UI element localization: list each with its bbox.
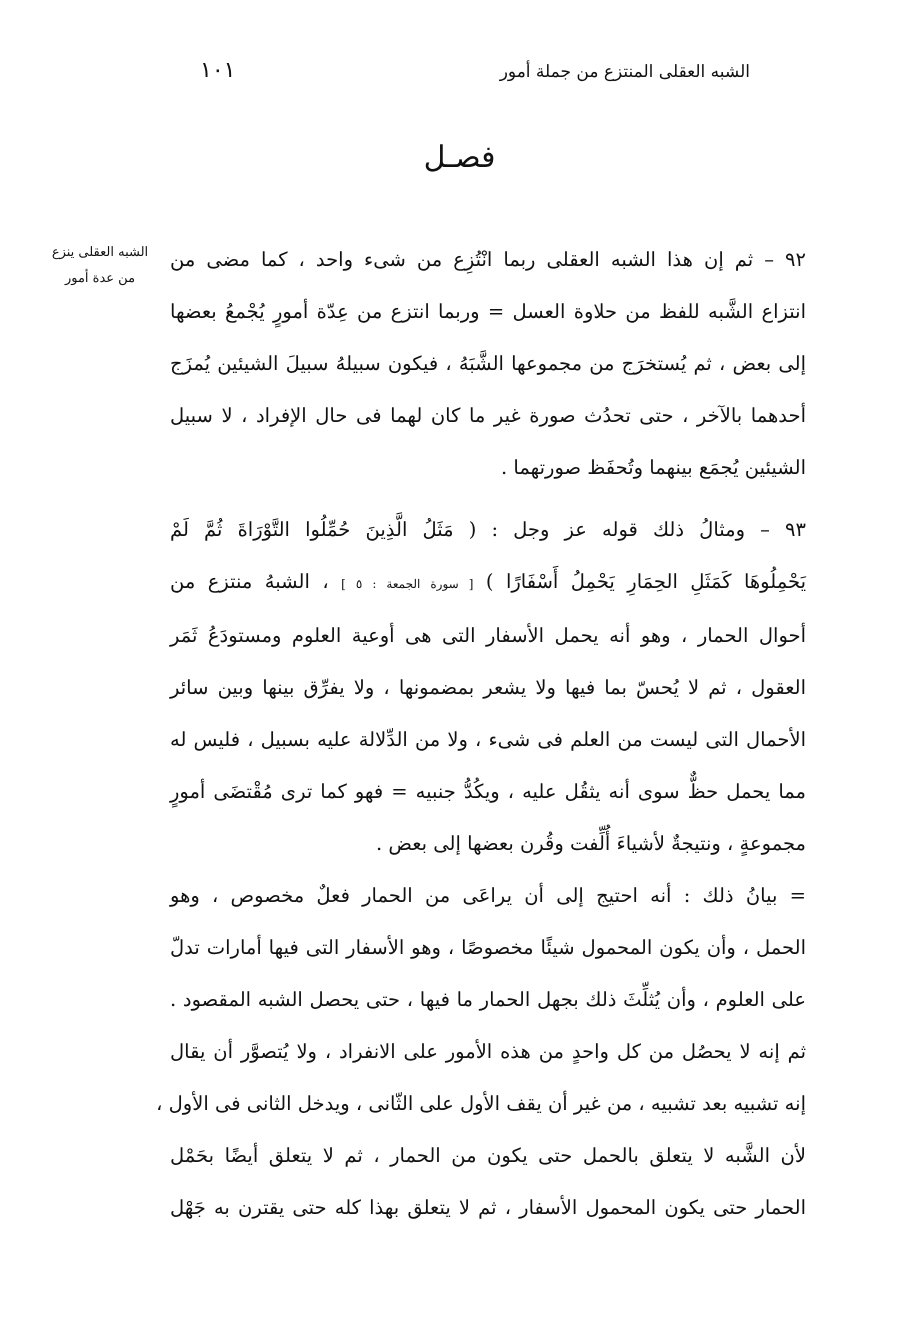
section-title: فصـل (423, 140, 496, 175)
text-line: مجموعةٍ ، ونتيجةٌ لأشياءَ أُلِّفت وقُرن بعضها إلى بعض . (375, 832, 806, 855)
text-line: انتزاع الشَّبه للفظ من حلاوة العسل = وربما انتزع من عِدّة أمورٍ يُجْمعُ بعضها (170, 300, 806, 323)
text-line: الأحمال التى ليست من العلم فى شىء ، ولا من الدِّلالة عليه بسبيل ، فليس له (170, 728, 806, 751)
text-line: إلى بعض ، ثم يُستخرَج من مجموعها الشَّبَهُ ، فيكون سبيلهُ سبيلَ الشيئين يُمزَج (170, 352, 806, 375)
margin-note-line: الشبه العقلى ينزع (51, 245, 149, 260)
text-line (170, 556, 806, 610)
paragraph-92 (170, 234, 806, 494)
text-line: لأن الشَّبه لا يتعلق بالحمل حتى يكون من الحمار ، ثم لا يتعلق أيضًا بحَمْل (170, 1144, 806, 1167)
text-line: ٩٣ – ومثالُ ذلك قوله عز وجل : ( مَثَلُ الَّذِينَ حُمِّلُوا التَّوْرَاةَ ثُمَّ لَمْ (170, 518, 806, 541)
text-fragment: ، الشبهُ منتزع من (170, 570, 329, 593)
text-line: مما يحمل حظٌّ سوى أنه يثقُل عليه ، ويكُدُّ جنبيه = فهو كما ترى مُقْتضَى أمورٍ (170, 780, 806, 803)
text-line: ثم إنه لا يحصُل من كل واحدٍ من هذه الأمور على الانفراد ، ولا يُتصوَّر أن يقال (170, 1040, 806, 1063)
text-line: العقول ، ثم لا يُحسّ بما فيها ولا يشعر بمضمونها ، ولا يفرِّق بينها وبين سائر (170, 676, 806, 699)
paragraph-explanation (156, 870, 806, 1234)
text-line: ٩٢ – ثم إن هذا الشبه العقلى ربما انْتُزِع من شىء واحد ، كما مضى من (170, 248, 806, 271)
running-header: الشبه العقلى المنتزع من جملة أمور (499, 62, 750, 82)
margin-note (40, 240, 160, 292)
page-number: ١٠١ (200, 58, 236, 83)
text-line: الشيئين يُجمَع بينهما وتُحفَظ صورتهما . (501, 456, 806, 479)
text-line: إنه تشبيه بعد تشبيه ، من غير أن يقف الأول على الثّانى ، ويدخل الثانى فى الأول ، (156, 1092, 806, 1115)
text-line: أحدهما بالآخر ، حتى تحدُث صورة غير ما كان لهما فى حال الإفراد ، لا سبيل (170, 404, 806, 427)
quran-quote: يَحْمِلُوهَا كَمَثَلِ الحِمَارِ يَحْمِلُ أَسْفَارًا ) (485, 570, 807, 593)
quran-reference: [ سورة الجمعة : ٥ ] (341, 577, 474, 591)
text-line: الحمار حتى يكون المحمول الأسفار ، ثم لا يتعلق بهذا كله حتى يقترن به جَهْل (170, 1196, 806, 1219)
text-line: = بيانُ ذلك : أنه احتيج إلى أن يراعَى من الحمار فعلٌ مخصوص ، وهو (170, 884, 806, 907)
text-line: الحمل ، وأن يكون المحمول شيئًا مخصوصًا ، وهو الأسفار التى فيها أمارات تدلّ (170, 936, 806, 959)
text-line: على العلوم ، وأن يُثلِّثَ ذلك بجهل الحمار ما فيها ، حتى يحصل الشبه المقصود . (170, 988, 806, 1011)
text-line: أحوال الحمار ، وهو أنه يحمل الأسفار التى هى أوعية العلوم ومستودَعُ ثَمَر (170, 624, 806, 647)
margin-note-line: من عدة أمور (64, 271, 136, 286)
paragraph-93 (170, 504, 806, 870)
